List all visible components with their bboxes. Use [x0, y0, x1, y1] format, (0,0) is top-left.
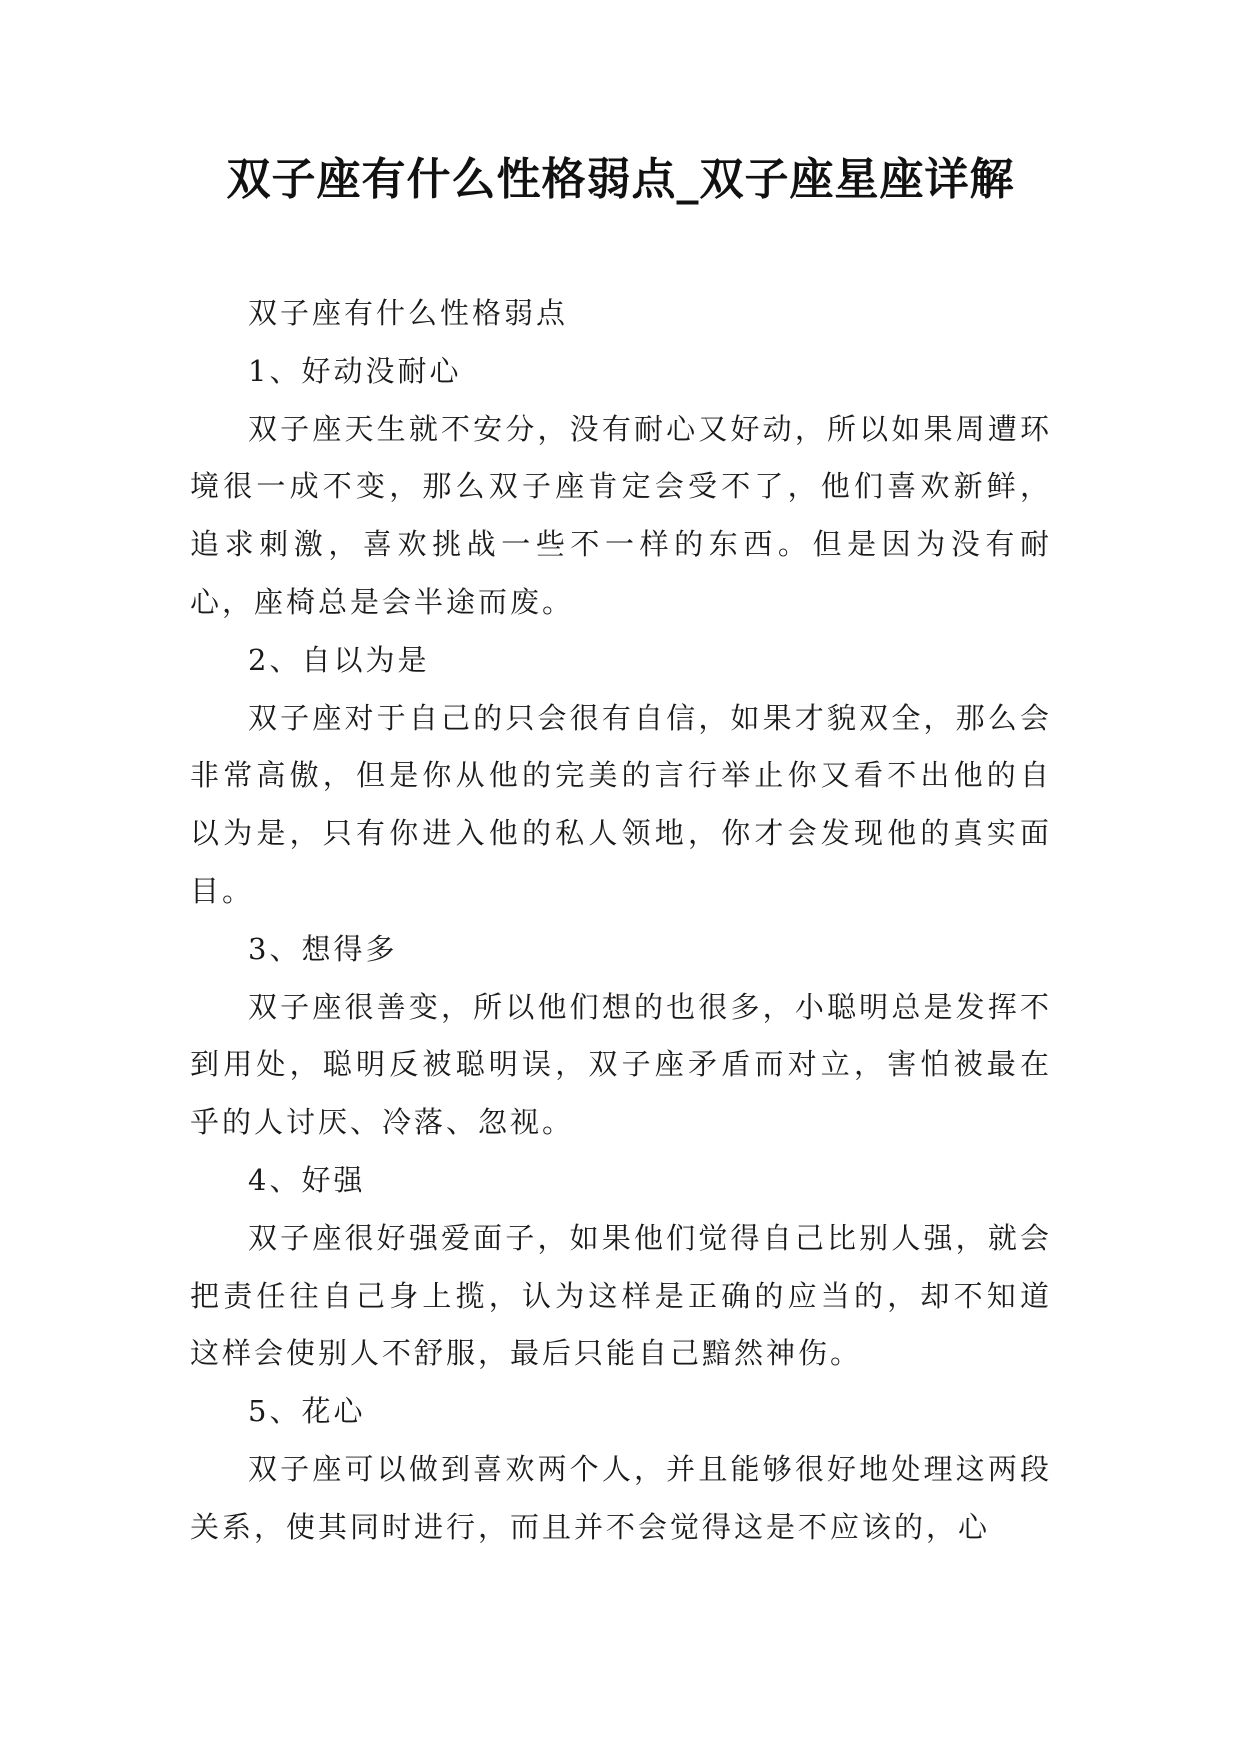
paragraph: 双子座可以做到喜欢两个人，并且能够很好地处理这两段关系，使其同时进行，而且并不会觉得这是不应该的，心	[190, 1451, 1052, 1544]
paragraph: 双子座很善变，所以他们想的也很多，小聪明总是发挥不到用处，聪明反被聪明误，双子座矛盾而对立，害怕被最在乎的人讨厌、冷落、忽视。	[190, 989, 1052, 1140]
document-body	[190, 285, 1052, 1557]
list-item-heading: 4、好强	[248, 1162, 366, 1197]
paragraph: 双子座对于自己的只会很有自信，如果才貌双全，那么会非常高傲，但是你从他的完美的言行举止你又看不出他的自以为是，只有你进入他的私人领地，你才会发现他的真实面目。	[190, 700, 1052, 908]
paragraph: 双子座很好强爱面子，如果他们觉得自己比别人强，就会把责任往自己身上揽，认为这样是正确的应当的，却不知道这样会使别人不舒服，最后只能自己黯然神伤。	[190, 1220, 1052, 1371]
document-title: 双子座有什么性格弱点_双子座星座详解	[226, 154, 1015, 205]
list-item-heading: 2、自以为是	[248, 642, 430, 677]
list-item-heading: 3、想得多	[248, 931, 398, 966]
list-item-heading: 5、花心	[248, 1394, 366, 1429]
list-item-heading: 1、好动没耐心	[248, 353, 462, 388]
paragraph: 双子座天生就不安分，没有耐心又好动，所以如果周遭环境很一成不变，那么双子座肯定会受不了，他们喜欢新鲜，追求刺激，喜欢挑战一些不一样的东西。但是因为没有耐心，座椅总是会半途而废。	[190, 411, 1052, 619]
section-heading: 双子座有什么性格弱点	[248, 296, 569, 330]
